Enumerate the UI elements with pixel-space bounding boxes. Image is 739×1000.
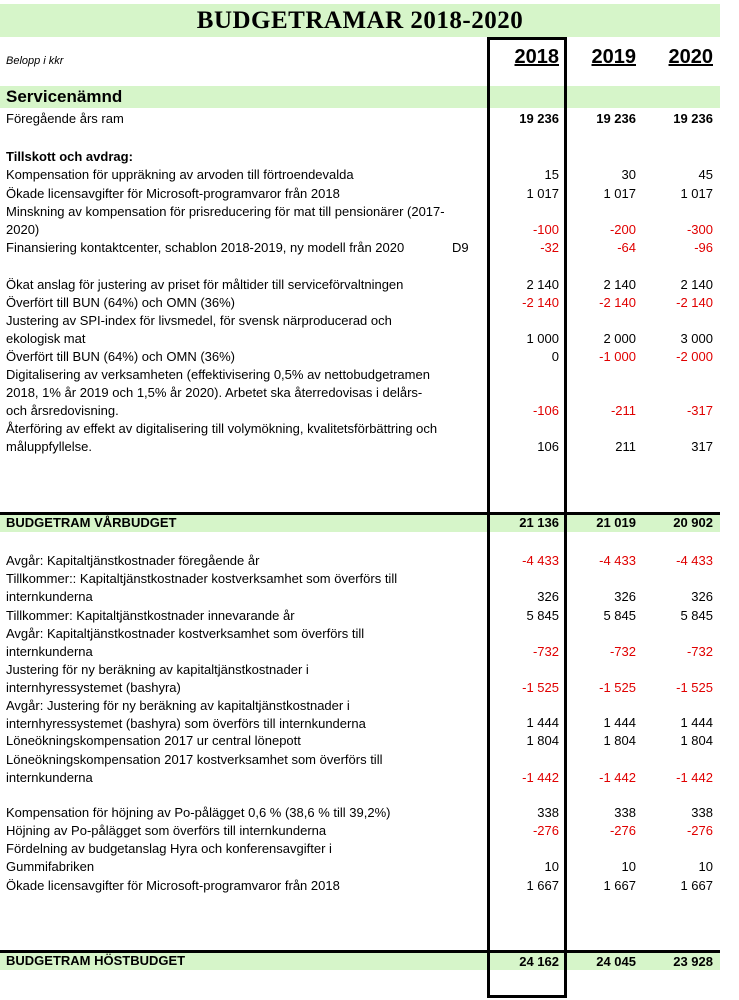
row-value-2018: -100 <box>532 222 559 237</box>
year-header-2020: 2020 <box>668 46 713 68</box>
row-value-2018: 1 017 <box>526 186 559 201</box>
row-value-2019: 1 804 <box>603 733 636 748</box>
row-label: Minskning av kompensation för prisreducering för mat till pensionärer (2017-2020) <box>6 204 445 237</box>
row-label: Avgår: Kapitaltjänstkostnader kostverksamhet som överförs till internkunderna <box>6 626 365 659</box>
year-header-2019: 2019 <box>591 46 636 68</box>
row-label: Ökade licensavgifter för Microsoft-programvaror från 2018 <box>6 878 340 893</box>
row-value-2019: -64 <box>617 240 636 255</box>
row-value-2018: -276 <box>532 823 559 838</box>
row-value-2018: -4 433 <box>522 553 559 568</box>
row-value-2018: -732 <box>532 644 559 659</box>
row-value-2018: -32 <box>540 240 559 255</box>
row-value-2019: 326 <box>614 589 636 604</box>
row-value-2019: 2 140 <box>603 277 636 292</box>
row-label: Finansiering kontaktcenter, schablon 2018-2019, ny modell från 2020 <box>6 240 405 255</box>
row-label: Ökade licensavgifter för Microsoft-programvaror från 2018 <box>6 186 340 201</box>
row-label: Tillskott och avdrag: <box>6 149 133 164</box>
row-value-2020: 3 000 <box>680 331 713 346</box>
row-value-2020: -1 442 <box>676 770 713 785</box>
row-value-2018: 15 <box>544 167 559 182</box>
row-value-2018: 10 <box>544 859 559 874</box>
row-label: Återföring av effekt av digitalisering till volymökning, kvalitetsförbättring och måluppfyllelse. <box>6 421 438 454</box>
row-value-2020: 326 <box>691 589 713 604</box>
row-value-2020: 1 017 <box>680 186 713 201</box>
row-value-2020: 338 <box>691 805 713 820</box>
row-label: Föregående års ram <box>6 111 124 126</box>
row-value-2018: -1 525 <box>522 680 559 695</box>
total-value-2019: 24 045 <box>596 954 636 969</box>
row-value-2020: -732 <box>686 644 713 659</box>
row-value-2020: -1 525 <box>676 680 713 695</box>
row-label: Löneökningskompensation 2017 ur central lönepott <box>6 733 301 748</box>
row-label: Justering för ny beräkning av kapitaltjänstkostnader i internhyressystemet (bashyra) <box>6 662 309 695</box>
row-value-2018: 5 845 <box>526 608 559 623</box>
unit-note: Belopp i kkr <box>6 55 64 67</box>
row-value-2020: 1 804 <box>680 733 713 748</box>
title-bar <box>0 4 720 37</box>
row-value-2019: 338 <box>614 805 636 820</box>
row-value-2018: 0 <box>551 349 559 364</box>
row-value-2019: 1 444 <box>603 715 636 730</box>
row-value-2019: -276 <box>609 823 636 838</box>
row-value-2020: 1 667 <box>680 878 713 893</box>
column-2018-frame <box>487 37 567 998</box>
row-value-2019: -2 140 <box>599 295 636 310</box>
row-value-2019: 19 236 <box>596 111 636 126</box>
row-value-2019: -1 000 <box>599 349 636 364</box>
row-label: Tillkommer: Kapitaltjänstkostnader innevarande år <box>6 608 295 623</box>
row-value-2020: -2 000 <box>676 349 713 364</box>
total-value-2018: 24 162 <box>519 954 559 969</box>
row-label: Avgår: Kapitaltjänstkostnader föregående år <box>6 553 260 568</box>
row-label: Kompensation för uppräkning av arvoden till förtroendevalda <box>6 167 354 182</box>
page-title: BUDGETRAMAR 2018-2020 <box>196 7 524 34</box>
row-value-2018: -2 140 <box>522 295 559 310</box>
row-label: Löneökningskompensation 2017 kostverksamhet som överförs till internkunderna <box>6 752 383 785</box>
row-value-2018: 1 667 <box>526 878 559 893</box>
row-value-2019: -1 525 <box>599 680 636 695</box>
row-value-2019: 30 <box>621 167 636 182</box>
row-value-2020: -317 <box>686 403 713 418</box>
row-value-2018: -106 <box>532 403 559 418</box>
row-label: Överfört till BUN (64%) och OMN (36%) <box>6 295 235 310</box>
row-code: D9 <box>452 240 469 255</box>
row-value-2020: -2 140 <box>676 295 713 310</box>
row-value-2020: 317 <box>691 439 713 454</box>
total-value-2019: 21 019 <box>596 515 636 530</box>
row-value-2018: 19 236 <box>519 111 559 126</box>
total-value-2020: 23 928 <box>673 954 713 969</box>
total-label: BUDGETRAM HÖSTBUDGET <box>6 953 186 968</box>
row-value-2019: 2 000 <box>603 331 636 346</box>
row-value-2018: 1 000 <box>526 331 559 346</box>
total-value-2018: 21 136 <box>519 515 559 530</box>
row-value-2019: 211 <box>615 439 636 454</box>
row-label: Digitalisering av verksamheten (effektivisering 0,5% av nettobudgetramen 2018, 1% år 2019 och 1,5% år 2020). Arbetet ska återredovisas i delårs- och årsredovisning. <box>6 367 430 418</box>
row-value-2019: -211 <box>610 403 636 418</box>
row-value-2020: -276 <box>686 823 713 838</box>
row-value-2019: 10 <box>621 859 636 874</box>
row-label: Höjning av Po-pålägget som överförs till internkunderna <box>6 823 327 838</box>
row-value-2020: 10 <box>698 859 713 874</box>
row-value-2019: -4 433 <box>599 553 636 568</box>
row-label: Tillkommer:: Kapitaltjänstkostnader kostverksamhet som överförs till internkunderna <box>6 571 398 604</box>
row-value-2020: 5 845 <box>680 608 713 623</box>
row-value-2019: -732 <box>609 644 636 659</box>
row-value-2019: -1 442 <box>599 770 636 785</box>
row-label: Kompensation för höjning av Po-pålägget 0,6 % (38,6 % till 39,2%) <box>6 805 391 820</box>
row-value-2019: -200 <box>609 222 636 237</box>
total-value-2020: 20 902 <box>673 515 713 530</box>
row-value-2018: 106 <box>537 439 559 454</box>
row-value-2018: 326 <box>537 589 559 604</box>
row-value-2018: -1 442 <box>522 770 559 785</box>
row-label: Ökat anslag för justering av priset för måltider till serviceförvaltningen <box>6 277 404 292</box>
row-value-2020: 2 140 <box>680 277 713 292</box>
row-value-2020: -300 <box>686 222 713 237</box>
row-value-2020: -4 433 <box>676 553 713 568</box>
row-value-2018: 1 804 <box>526 733 559 748</box>
row-value-2020: 45 <box>698 167 713 182</box>
row-value-2019: 1 017 <box>603 186 636 201</box>
row-value-2018: 1 444 <box>526 715 559 730</box>
row-label: Fördelning av budgetanslag Hyra och konferensavgifter i Gummifabriken <box>6 841 332 874</box>
row-value-2018: 338 <box>537 805 559 820</box>
row-value-2020: -96 <box>694 240 713 255</box>
row-label: Justering av SPI-index för livsmedel, för svensk närproducerad och ekologisk mat <box>6 313 392 346</box>
row-value-2019: 5 845 <box>603 608 636 623</box>
row-value-2020: 19 236 <box>673 111 713 126</box>
row-value-2018: 2 140 <box>526 277 559 292</box>
row-label: Överfört till BUN (64%) och OMN (36%) <box>6 349 235 364</box>
year-header-2018: 2018 <box>514 46 559 68</box>
total-label: BUDGETRAM VÅRBUDGET <box>6 515 177 530</box>
section-title: Servicenämnd <box>6 87 123 106</box>
row-value-2019: 1 667 <box>603 878 636 893</box>
row-label: Avgår: Justering för ny beräkning av kapitaltjänstkostnader i internhyressystemet (bashyra) som överförs till internkunderna <box>6 698 366 731</box>
row-value-2020: 1 444 <box>680 715 713 730</box>
